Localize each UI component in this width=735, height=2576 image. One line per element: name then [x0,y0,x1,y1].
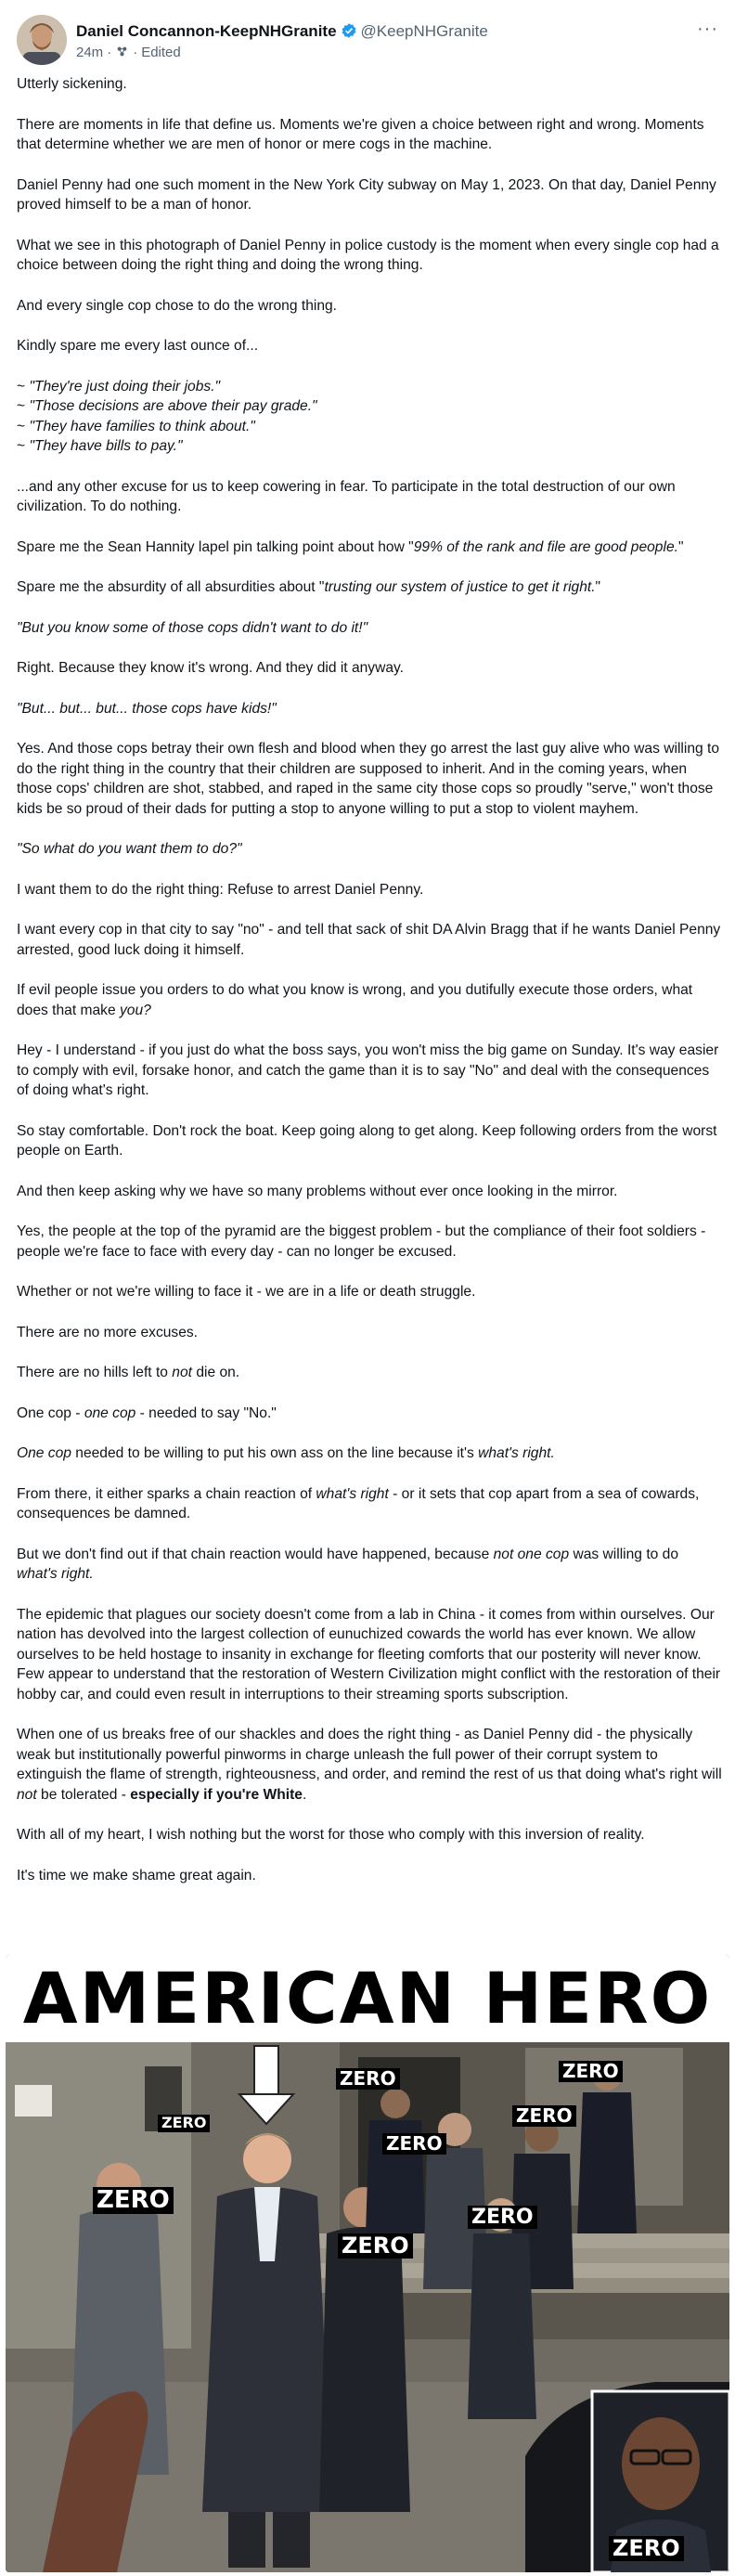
excuse-item: "They have families to think about." [29,418,255,434]
paragraph: Yes, the people at the top of the pyramid are the biggest problem - but the compliance of their foot soldiers - people we're face to face with every day - can no longer be excused. [17,1223,706,1260]
text-run: needed to be willing to put his own ass on the line because it's [71,1445,479,1461]
text-run: " [677,538,684,555]
author-name[interactable]: Daniel Concannon-KeepNHGranite [76,22,337,40]
paragraph: Right. Because they know it's wrong. And they did it anyway. [17,660,405,676]
paragraph [17,1725,722,1805]
text-run: . [302,1786,307,1803]
emphasis: what's right [316,1485,389,1502]
emphasis: 99% of the rank and file are good people. [413,538,678,555]
paragraph: With all of my heart, I wish nothing but the worst for those who comply with this inversion of reality. [17,1827,645,1843]
zero-label: ZERO [382,2133,446,2155]
paragraph: ...and any other excuse for us to keep cowering in fear. To participate in the total destruction of our own civilization. To do nothing. [17,478,676,514]
emphasis: one cop [84,1405,136,1421]
author-avatar[interactable] [17,15,67,65]
paragraph: I want them to do the right thing: Refuse to arrest Daniel Penny. [17,881,424,898]
zero-label: ZERO [468,2206,537,2229]
emphasis: not one cop [493,1546,570,1562]
paragraph [17,1545,722,1585]
post-header [17,15,718,71]
zero-label: ZERO [93,2187,174,2214]
paragraph [17,1443,722,1464]
paragraph [17,1484,722,1524]
author-handle[interactable]: @KeepNHGranite [360,22,488,40]
zero-label: ZERO [609,2536,684,2561]
paragraph: Daniel Penny had one such moment in the New York City subway on May 1, 2023. On that day, Daniel Penny proved himself to be a man of honor. [17,176,716,213]
paragraph [17,1404,722,1424]
emphasis: trusting our system of justice to get it right. [324,579,596,595]
paragraph: Kindly spare me every last ounce of... [17,338,259,354]
edited-label[interactable]: Edited [141,45,181,60]
emphasis: "So what do you want them to do?" [17,841,242,857]
text-run: If evil people issue you orders to do what you know is wrong, and you dutifully execute those orders, what does that make [17,982,693,1018]
zero-label: ZERO [559,2061,623,2082]
excuse-list: ~ "They're just doing their jobs." ~ "Those decisions are above their pay grade." ~ "They have families to think about." ~ "They have bills to pay." [17,378,317,454]
text-run: When one of us breaks free of our shackles and does the right thing - as Daniel Penny did - the physically weak but institutionally powerful pinworms in charge unleash the full power of their corrupt system to extinguish the flame of strength, righteousness, and order, and remind the rest of us that doing what's right will [17,1727,722,1782]
more-options-icon[interactable]: ··· [697,19,718,39]
text-run: Spare me the absurdity of all absurdities about " [17,579,325,595]
post-meta [76,45,181,62]
emphasis: not [17,1786,37,1803]
post-body [17,74,722,1885]
emphasis: "But... but... but... those cops have kids!" [17,700,277,717]
paragraph [17,537,722,558]
text-run: But we don't find out if that chain reaction would have happened, because [17,1546,494,1562]
text-run: - or it sets that cop apart from a sea of cowards, consequences be damned. [17,1485,700,1521]
photo-scene [6,1955,729,2572]
paragraph [17,839,722,860]
text-run: be tolerated - [36,1786,131,1803]
author-name-row [76,22,488,44]
text-run: One cop - [17,1405,84,1421]
zero-label: ZERO [338,2233,413,2259]
paragraph: What we see in this photograph of Daniel Penny in police custody is the moment when every single cop had a choice between doing the right thing and doing the wrong thing. [17,237,719,273]
paragraph: Utterly sickening. [17,76,127,92]
emphasis: you? [119,1002,151,1018]
text-run: " [595,579,601,595]
paragraph: It's time we make shame great again. [17,1867,256,1883]
emphasis: what's right. [478,1445,555,1461]
paragraph [17,618,722,639]
meta-separator: · [133,45,138,60]
paragraph: There are no more excuses. [17,1324,199,1340]
zero-label: ZERO [512,2105,576,2127]
excuse-item: "They have bills to pay." [29,438,183,454]
post-time[interactable]: 24m [76,45,104,60]
paragraph: And every single cop chose to do the wrong thing. [17,297,338,314]
paragraph: The epidemic that plagues our society doesn't come from a lab in China - it comes from within ourselves. Our nation has devolved into the largest collection of eunuchized cowards the world has ever known. We allow ourselves to be held hostage to insanity in exchange for fleeting comforts that our posterity will never know. Few appear to understand that the restoration of Western Civilization might conflict with the restoration of their hobby car, and could even result in interruptions to their streaming sports subscription. [17,1606,721,1702]
strong-text: especially if you're White [130,1786,303,1803]
text-run: was willing to do [569,1546,678,1562]
paragraph [17,699,722,719]
paragraph [17,577,722,598]
emphasis: "But you know some of those cops didn't want to do it!" [17,619,368,636]
text-run: Spare me the Sean Hannity lapel pin talking point about how " [17,538,414,555]
zero-label: ZERO [158,2115,210,2132]
paragraph: Hey - I understand - if you just do what the boss says, you won't miss the big game on Sunday. It's way easier to comply with evil, forsake honor, and catch the game than it is to say "No" and deal with the consequences of doing what's right. [17,1042,719,1098]
text-run: From there, it either sparks a chain reaction of [17,1485,316,1502]
zero-label: ZERO [336,2068,400,2090]
paragraph: Yes. And those cops betray their own flesh and blood when they go arrest the last guy alive who was willing to do the right thing in the country that their children are supposed to inherit. And in the coming years, when those cops' children are shot, stabbed, and raped in the same city those cops so proudly "serve," won't those kids be so proud of their dads for putting a stop to anyone willing to put a stop to violent mayhem. [17,741,720,817]
post-image[interactable] [6,1955,729,2572]
paragraph: Whether or not we're willing to face it - we are in a life or death struggle. [17,1284,476,1300]
text-run: die on. [191,1365,240,1380]
audience-icon [115,45,129,62]
paragraph: There are moments in life that define us. Moments we're given a choice between right and wrong. Moments that determine whether we are men of honor or mere cogs in the machine. [17,116,704,152]
emphasis: not [172,1365,192,1380]
text-run: There are no hills left to [17,1365,173,1380]
text-run: - needed to say "No." [135,1405,277,1421]
paragraph: So stay comfortable. Don't rock the boat. Keep going along to get along. Keep following orders from the worst people on Earth. [17,1122,717,1159]
paragraph [17,1363,722,1383]
paragraph [17,980,722,1020]
excuse-item: "They're just doing their jobs." [29,378,221,395]
meta-separator: · [107,45,112,60]
emphasis: One cop [17,1445,71,1461]
emphasis: what's right. [17,1566,94,1582]
excuse-item: "Those decisions are above their pay grade." [29,398,317,414]
paragraph: I want every cop in that city to say "no" - and tell that sack of shit DA Alvin Bragg that if he wants Daniel Penny arrested, good luck doing it himself. [17,922,721,958]
verified-badge-icon [341,22,357,44]
image-title: AMERICAN HERO [6,1955,729,2042]
paragraph: And then keep asking why we have so many problems without ever once looking in the mirror. [17,1183,618,1199]
avatar-photo-icon [17,15,67,65]
